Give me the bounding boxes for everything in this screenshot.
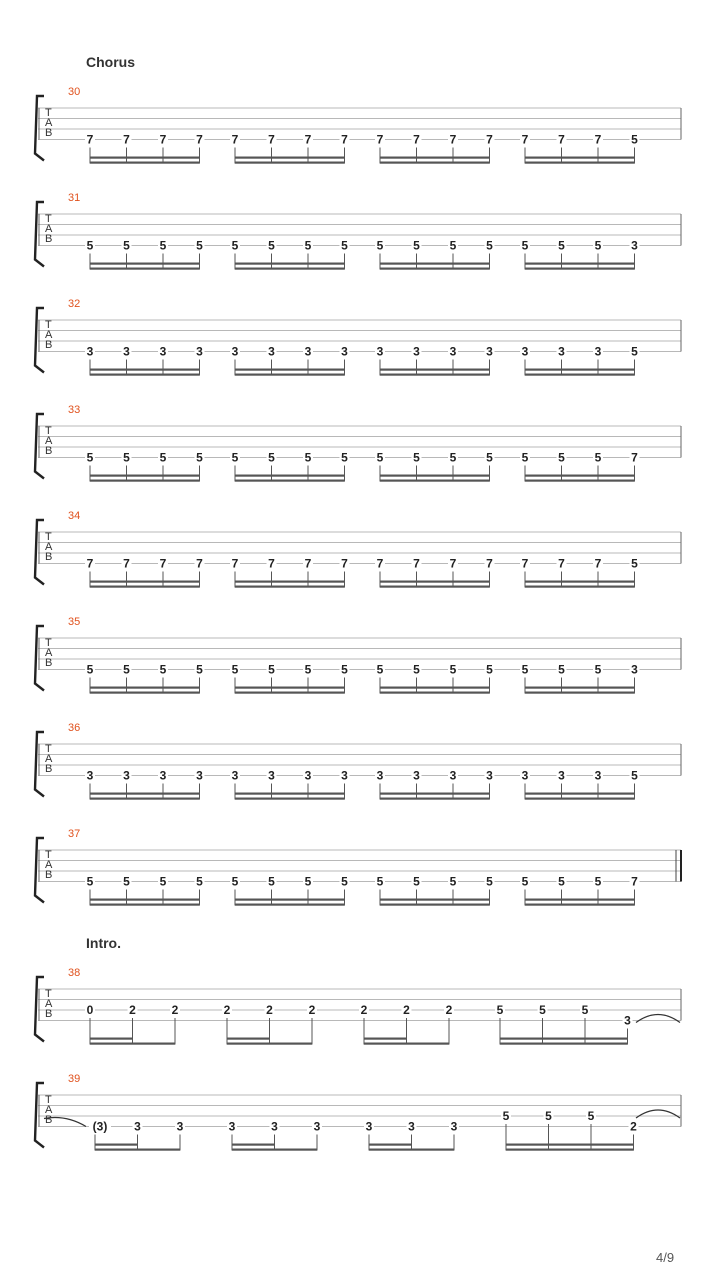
fret-number: 5 [486, 450, 493, 465]
beam-primary [380, 581, 490, 583]
tab-clef-letter: B [45, 869, 53, 881]
beam-primary [380, 687, 490, 689]
fret-number: 5 [86, 238, 94, 253]
fret-number: 2 [360, 1003, 368, 1017]
measure-number: 34 [68, 510, 81, 522]
beam-secondary [235, 374, 345, 376]
fret-number: 5 [268, 874, 275, 889]
fret-number: 5 [341, 874, 348, 889]
beam-primary [235, 581, 345, 583]
tab-clef-letter: B [45, 127, 53, 139]
fret-number: 3 [624, 1013, 631, 1028]
fret-number: 5 [123, 662, 130, 677]
fret-number: 5 [631, 344, 638, 359]
measure-number: 30 [68, 86, 81, 98]
beam-primary [525, 581, 635, 583]
fret-number: 5 [196, 662, 203, 677]
fret-number: 5 [486, 238, 493, 253]
fret-number: 7 [413, 132, 420, 147]
fret-number: 3 [558, 344, 565, 359]
fret-number: 5 [521, 238, 529, 253]
fret-number: 5 [594, 238, 602, 253]
fret-number: 3 [304, 344, 312, 359]
beam-secondary [380, 268, 490, 270]
fret-number: 7 [231, 556, 239, 571]
beam-primary [235, 475, 345, 477]
fret-number: 3 [86, 768, 94, 783]
fret-number: 5 [159, 450, 167, 465]
fret-number: 5 [123, 874, 130, 889]
beam-secondary [90, 268, 200, 270]
beam-primary [90, 263, 200, 265]
fret-number: 7 [123, 556, 130, 571]
fret-number: 3 [231, 768, 239, 783]
fret-number: 3 [413, 768, 420, 783]
fret-number: 2 [403, 1003, 410, 1017]
beam-primary [90, 1043, 175, 1045]
fret-number: 3 [341, 344, 348, 359]
beam-primary [525, 793, 635, 795]
fret-number: 5 [123, 450, 130, 465]
tab-clef-letter: A [45, 435, 53, 447]
beam-secondary [525, 162, 635, 164]
fret-number: 7 [86, 556, 94, 571]
tab-clef-letter: A [45, 753, 53, 765]
fret-number: 5 [486, 874, 493, 889]
beam-primary [90, 157, 200, 159]
tie-arc [636, 1015, 680, 1023]
fret-number: 2 [445, 1003, 453, 1017]
fret-number: 3 [365, 1119, 373, 1134]
fret-number: 5 [594, 874, 602, 889]
fret-number: 5 [521, 874, 529, 889]
fret-number: 3 [159, 768, 167, 783]
fret-number: 3 [86, 344, 94, 359]
fret-number: 7 [268, 132, 275, 147]
fret-number: 5 [341, 450, 348, 465]
beam-primary [90, 475, 200, 477]
fret-number: 3 [271, 1119, 278, 1134]
fret-number: 5 [304, 238, 312, 253]
beam-primary [525, 687, 635, 689]
fret-number: 3 [486, 344, 493, 359]
beam-secondary [380, 798, 490, 800]
fret-number: 5 [86, 662, 94, 677]
section-title: Chorus [86, 54, 135, 70]
fret-number: 3 [159, 344, 167, 359]
fret-number: 5 [539, 1003, 546, 1017]
tab-clef-letter: B [45, 339, 53, 351]
tab-clef-letter: B [45, 233, 53, 245]
fret-number: 5 [558, 238, 565, 253]
fret-number: 5 [231, 238, 239, 253]
fret-number: 7 [558, 556, 565, 571]
beam-primary [525, 263, 635, 265]
fret-number: 5 [594, 662, 602, 677]
fret-number: 5 [268, 450, 275, 465]
fret-number: (3) [92, 1119, 108, 1134]
fret-number: 5 [231, 874, 239, 889]
beam-secondary [235, 268, 345, 270]
beam-secondary [369, 1144, 412, 1146]
fret-number: 3 [558, 768, 565, 783]
tab-clef-letter: A [45, 541, 53, 553]
fret-number: 3 [228, 1119, 236, 1134]
beam-primary [90, 369, 200, 371]
beam-secondary [525, 268, 635, 270]
measure-number: 37 [68, 828, 81, 840]
fret-number: 5 [594, 450, 602, 465]
beam-primary [235, 157, 345, 159]
fret-number: 3 [231, 344, 239, 359]
fret-number: 5 [86, 874, 94, 889]
beam-primary [235, 687, 345, 689]
measure-number: 38 [68, 967, 81, 979]
beam-primary [380, 369, 490, 371]
fret-number: 2 [171, 1003, 179, 1017]
beam-secondary [232, 1144, 275, 1146]
fret-number: 5 [413, 662, 420, 677]
beam-secondary [90, 480, 200, 482]
beam-primary [235, 263, 345, 265]
beam-secondary [95, 1144, 138, 1146]
beam-primary [525, 157, 635, 159]
fret-number: 7 [449, 132, 457, 147]
fret-number: 7 [594, 132, 602, 147]
fret-number: 3 [268, 768, 275, 783]
fret-number: 3 [521, 768, 529, 783]
beam-secondary [235, 162, 345, 164]
beam-secondary [90, 586, 200, 588]
beam-primary [380, 157, 490, 159]
fret-number: 7 [196, 132, 203, 147]
measure-number: 35 [68, 616, 81, 628]
fret-number: 5 [486, 662, 493, 677]
fret-number: 5 [502, 1109, 510, 1123]
beam-primary [380, 475, 490, 477]
fret-number: 5 [376, 450, 384, 465]
beam-secondary [525, 480, 635, 482]
tab-clef-letter: A [45, 117, 53, 129]
fret-number: 5 [341, 662, 348, 677]
beam-secondary [235, 798, 345, 800]
fret-number: 3 [196, 344, 203, 359]
beam-primary [90, 793, 200, 795]
tab-clef-letter: B [45, 657, 53, 669]
fret-number: 3 [413, 344, 420, 359]
tab-clef-letter: B [45, 445, 53, 457]
fret-number: 7 [486, 556, 493, 571]
tab-clef-letter: A [45, 1104, 53, 1116]
fret-number: 5 [268, 662, 275, 677]
fret-number: 5 [376, 874, 384, 889]
beam-secondary [235, 586, 345, 588]
tab-clef-letter: B [45, 551, 53, 563]
tab-clef-letter: T [45, 988, 52, 1000]
tab-clef-letter: A [45, 223, 53, 235]
fret-number: 5 [521, 450, 529, 465]
beam-primary [369, 1149, 454, 1151]
measure-number: 33 [68, 404, 81, 416]
beam-secondary [90, 1038, 133, 1040]
fret-number: 7 [86, 132, 94, 147]
fret-number: 3 [594, 768, 602, 783]
fret-number: 7 [376, 556, 384, 571]
fret-number: 7 [594, 556, 602, 571]
beam-secondary [90, 162, 200, 164]
fret-number: 3 [376, 344, 384, 359]
fret-number: 5 [449, 238, 457, 253]
fret-number: 7 [631, 450, 638, 465]
beam-primary [364, 1043, 449, 1045]
fret-number: 5 [376, 662, 384, 677]
beam-primary [90, 687, 200, 689]
fret-number: 5 [449, 662, 457, 677]
beam-primary [90, 581, 200, 583]
tab-clef-letter: A [45, 859, 53, 871]
fret-number: 7 [521, 556, 529, 571]
fret-number: 3 [450, 1119, 458, 1134]
fret-number: 3 [449, 768, 457, 783]
fret-number: 5 [304, 662, 312, 677]
fret-number: 7 [413, 556, 420, 571]
fret-number: 5 [159, 238, 167, 253]
fret-number: 5 [413, 450, 420, 465]
fret-number: 5 [196, 874, 203, 889]
tab-clef-letter: A [45, 647, 53, 659]
fret-number: 7 [341, 556, 348, 571]
fret-number: 5 [581, 1003, 589, 1017]
tab-clef-letter: T [45, 1094, 52, 1106]
fret-number: 5 [449, 874, 457, 889]
tab-clef-letter: T [45, 319, 52, 331]
fret-number: 3 [123, 344, 130, 359]
beam-primary [232, 1149, 317, 1151]
beam-secondary [500, 1043, 628, 1045]
fret-number: 5 [123, 238, 130, 253]
tab-clef-letter: T [45, 849, 52, 861]
beam-primary [235, 793, 345, 795]
beam-secondary [235, 692, 345, 694]
beam-secondary [364, 1038, 407, 1040]
tab-clef-letter: T [45, 213, 52, 225]
fret-number: 3 [631, 662, 638, 677]
beam-primary [380, 899, 490, 901]
fret-number: 3 [341, 768, 348, 783]
beam-secondary [90, 798, 200, 800]
fret-number: 2 [630, 1119, 637, 1134]
fret-number: 7 [159, 132, 167, 147]
tab-clef-letter: T [45, 637, 52, 649]
fret-number: 5 [159, 874, 167, 889]
tab-clef-letter: B [45, 1008, 53, 1020]
fret-number: 5 [376, 238, 384, 253]
fret-number: 7 [196, 556, 203, 571]
fret-number: 7 [159, 556, 167, 571]
beam-secondary [380, 162, 490, 164]
measure-number: 32 [68, 298, 81, 310]
fret-number: 2 [129, 1003, 136, 1017]
fret-number: 3 [376, 768, 384, 783]
measure-number: 36 [68, 722, 81, 734]
fret-number: 3 [313, 1119, 321, 1134]
tab-clef-letter: T [45, 107, 52, 119]
fret-number: 3 [304, 768, 312, 783]
beam-secondary [506, 1149, 634, 1151]
fret-number: 3 [408, 1119, 415, 1134]
tab-clef-letter: B [45, 763, 53, 775]
fret-number: 3 [196, 768, 203, 783]
fret-number: 5 [558, 662, 565, 677]
fret-number: 5 [631, 768, 638, 783]
fret-number: 5 [496, 1003, 504, 1017]
fret-number: 2 [266, 1003, 273, 1017]
beam-primary [227, 1043, 312, 1045]
tab-clef-letter: A [45, 329, 53, 341]
fret-number: 7 [558, 132, 565, 147]
beam-secondary [380, 480, 490, 482]
beam-primary [380, 263, 490, 265]
fret-number: 3 [123, 768, 130, 783]
fret-number: 7 [341, 132, 348, 147]
fret-number: 5 [413, 874, 420, 889]
tab-clef-letter: T [45, 743, 52, 755]
fret-number: 5 [304, 450, 312, 465]
beam-secondary [525, 586, 635, 588]
beam-primary [235, 369, 345, 371]
fret-number: 2 [308, 1003, 316, 1017]
beam-secondary [380, 374, 490, 376]
tab-clef-letter: B [45, 1114, 53, 1126]
beam-secondary [380, 904, 490, 906]
fret-number: 7 [631, 874, 638, 889]
fret-number: 3 [631, 238, 638, 253]
fret-number: 5 [196, 450, 203, 465]
fret-number: 3 [268, 344, 275, 359]
fret-number: 3 [176, 1119, 184, 1134]
fret-number: 5 [341, 238, 348, 253]
fret-number: 5 [558, 874, 565, 889]
fret-number: 7 [304, 556, 312, 571]
beam-secondary [235, 904, 345, 906]
fret-number: 7 [231, 132, 239, 147]
fret-number: 7 [304, 132, 312, 147]
beam-primary [95, 1149, 180, 1151]
fret-number: 5 [558, 450, 565, 465]
tab-clef-letter: A [45, 998, 53, 1010]
fret-number: 0 [86, 1003, 94, 1017]
fret-number: 5 [449, 450, 457, 465]
fret-number: 3 [486, 768, 493, 783]
beam-secondary [90, 904, 200, 906]
beam-secondary [525, 798, 635, 800]
fret-number: 2 [223, 1003, 231, 1017]
fret-number: 5 [159, 662, 167, 677]
fret-number: 5 [86, 450, 94, 465]
fret-number: 5 [231, 450, 239, 465]
beam-primary [525, 475, 635, 477]
fret-number: 5 [545, 1109, 552, 1123]
tab-clef-letter: T [45, 531, 52, 543]
fret-number: 7 [123, 132, 130, 147]
beam-secondary [380, 692, 490, 694]
beam-secondary [90, 692, 200, 694]
beam-secondary [227, 1038, 270, 1040]
tab-clef-letter: T [45, 425, 52, 437]
fret-number: 5 [231, 662, 239, 677]
fret-number: 3 [521, 344, 529, 359]
measure-number: 31 [68, 192, 81, 204]
page-number: 4/9 [656, 1250, 675, 1265]
beam-secondary [90, 374, 200, 376]
fret-number: 7 [521, 132, 529, 147]
tie-arc [636, 1110, 680, 1118]
fret-number: 5 [268, 238, 275, 253]
beam-primary [506, 1144, 634, 1146]
fret-number: 7 [486, 132, 493, 147]
beam-primary [235, 899, 345, 901]
beam-primary [380, 793, 490, 795]
measure-number: 39 [68, 1073, 81, 1085]
fret-number: 5 [587, 1109, 595, 1123]
fret-number: 3 [594, 344, 602, 359]
beam-primary [525, 899, 635, 901]
fret-number: 5 [631, 132, 638, 147]
fret-number: 7 [376, 132, 384, 147]
section-title: Intro. [86, 935, 121, 951]
fret-number: 5 [631, 556, 638, 571]
beam-secondary [525, 904, 635, 906]
fret-number: 3 [134, 1119, 141, 1134]
beam-primary [90, 899, 200, 901]
beam-secondary [525, 692, 635, 694]
beam-primary [500, 1038, 628, 1040]
fret-number: 7 [268, 556, 275, 571]
fret-number: 3 [449, 344, 457, 359]
fret-number: 5 [521, 662, 529, 677]
fret-number: 5 [413, 238, 420, 253]
beam-secondary [380, 586, 490, 588]
beam-secondary [235, 480, 345, 482]
fret-number: 7 [449, 556, 457, 571]
beam-secondary [525, 374, 635, 376]
beam-primary [525, 369, 635, 371]
fret-number: 5 [196, 238, 203, 253]
fret-number: 5 [304, 874, 312, 889]
